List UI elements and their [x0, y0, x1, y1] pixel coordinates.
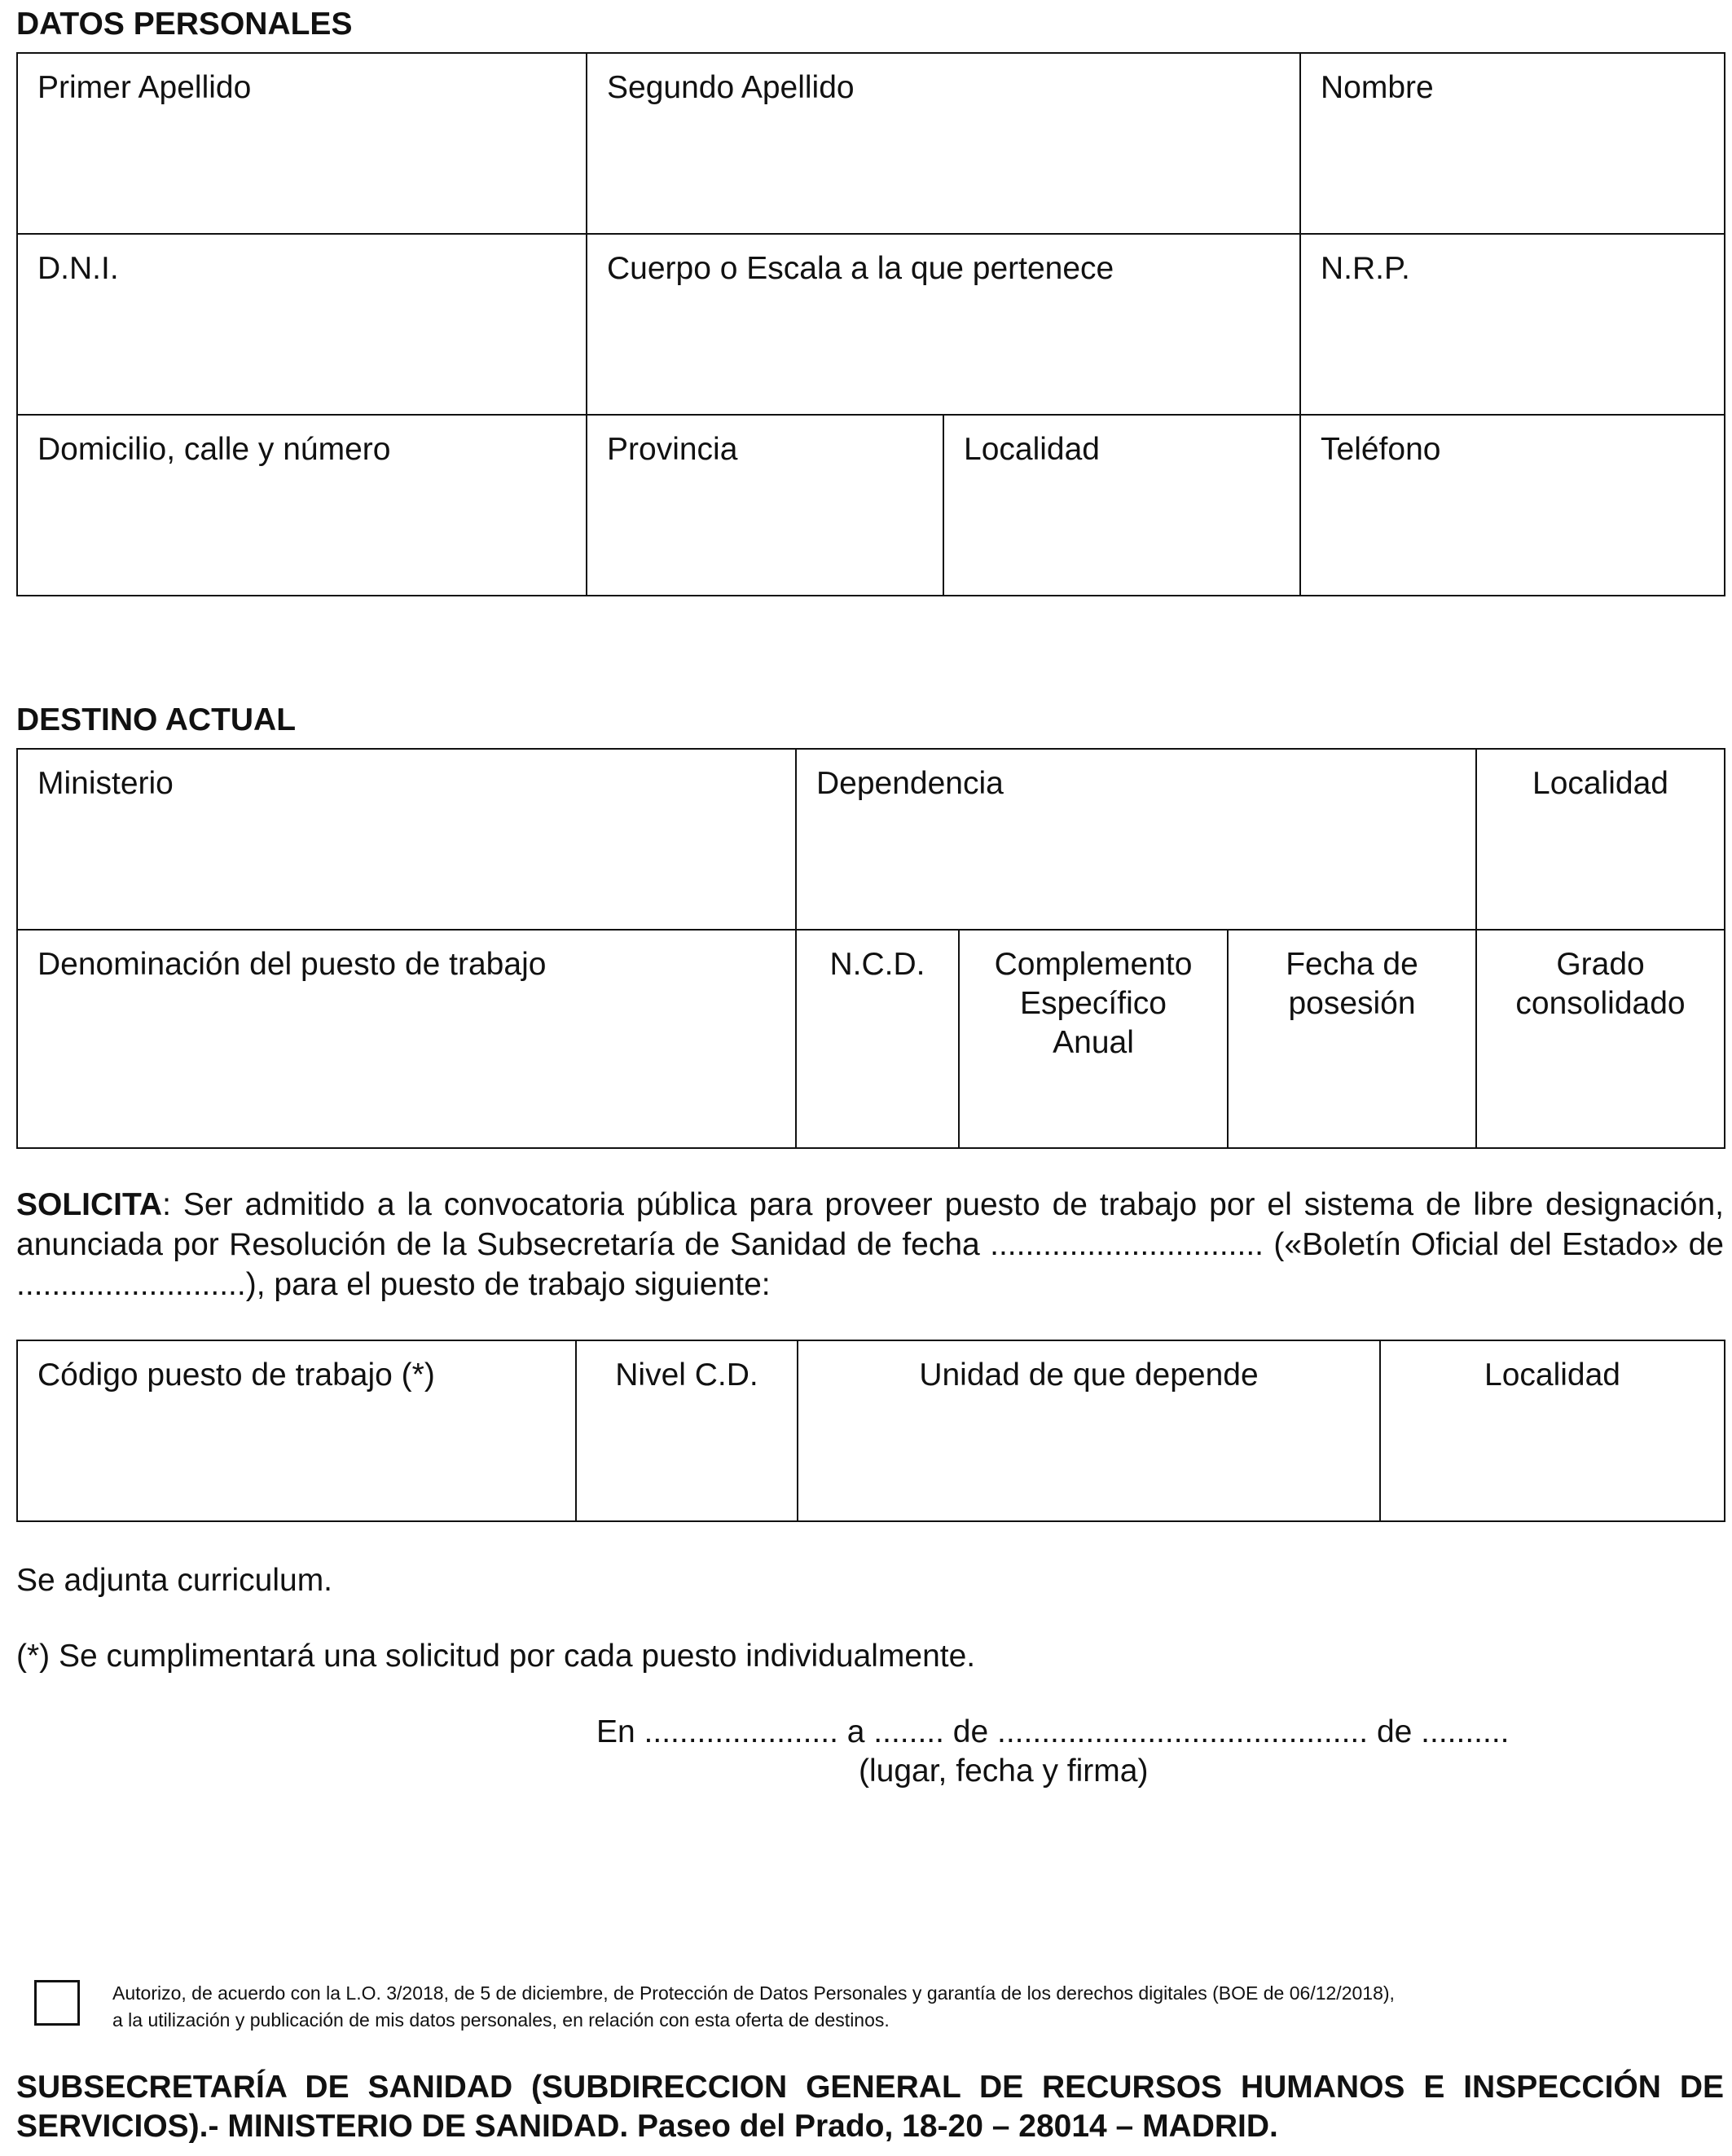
nrp-label: N.R.P.	[1321, 251, 1410, 286]
domicilio-field[interactable]	[17, 415, 587, 596]
segundo-apellido-field[interactable]	[587, 53, 1300, 234]
telefono-field[interactable]	[1300, 415, 1725, 596]
firma-caption: (lugar, fecha y firma)	[859, 1753, 1149, 1789]
complemento-label-line-3: Anual	[1053, 1025, 1134, 1060]
ministerio-field[interactable]	[17, 749, 796, 930]
segundo-apellido-label: Segundo Apellido	[607, 70, 855, 105]
ncd-label: N.C.D.	[829, 947, 925, 982]
grado-label-line-2: consolidado	[1515, 986, 1686, 1021]
fecha-posesion-label-line-1: Fecha de	[1286, 947, 1418, 982]
nivel-cd-field[interactable]	[576, 1340, 798, 1521]
datos-personales-table	[16, 52, 1725, 596]
localidad-label: Localidad	[964, 432, 1100, 467]
provincia-field[interactable]	[587, 415, 943, 596]
puesto-localidad-label: Localidad	[1484, 1357, 1620, 1393]
puesto-localidad-field[interactable]	[1380, 1340, 1725, 1521]
nombre-field[interactable]	[1300, 53, 1725, 234]
ministerio-label: Ministerio	[37, 766, 174, 801]
denominacion-puesto-label: Denominación del puesto de trabajo	[37, 947, 547, 982]
nombre-label: Nombre	[1321, 70, 1434, 105]
dni-label: D.N.I.	[37, 251, 119, 286]
complemento-label-line-1: Complemento	[994, 947, 1193, 982]
solicita-text: : Ser admitido a la convocatoria pública para proveer puesto de trabajo por el sistema de libre designación, anunciada por Resolución de la Subsecretaría de Sanidad de fecha ............................... («Boletín Oficial del Estado» de ..........................), para el puesto de trabajo siguiente:	[16, 1187, 1724, 1302]
adjunta-curriculum-text: Se adjunta curriculum.	[16, 1563, 333, 1598]
consent-line-2: a la utilización y publicación de mis datos personales, en relación con esta oferta de destinos.	[112, 2009, 890, 2031]
codigo-puesto-field[interactable]	[17, 1340, 576, 1521]
fecha-posesion-field[interactable]	[1228, 930, 1476, 1148]
cuerpo-escala-field[interactable]	[587, 234, 1300, 415]
consent-line-1: Autorizo, de acuerdo con la L.O. 3/2018, de 5 de diciembre, de Protección de Datos Personales y garantía de los derechos digitales (BOE de 06/12/2018),	[112, 1982, 1395, 2004]
grado-consolidado-field[interactable]	[1476, 930, 1725, 1148]
destino-localidad-field[interactable]	[1476, 749, 1725, 930]
footer-address: SUBSECRETARÍA DE SANIDAD (SUBDIRECCION GENERAL DE RECURSOS HUMANOS E INSPECCIÓN DE SERVICIOS).- MINISTERIO DE SANIDAD. Paseo del Prado, 18-20 – 28014 – MADRID.	[16, 2070, 1724, 2144]
codigo-puesto-label: Código puesto de trabajo (*)	[37, 1357, 435, 1393]
consent-text	[112, 1980, 1677, 2034]
destino-actual-title: DESTINO ACTUAL	[16, 702, 297, 737]
dependencia-field[interactable]	[796, 749, 1476, 930]
solicita-paragraph	[16, 1185, 1724, 1305]
primer-apellido-label: Primer Apellido	[37, 70, 252, 105]
cuerpo-escala-label: Cuerpo o Escala a la que pertenece	[607, 251, 1114, 286]
domicilio-label: Domicilio, calle y número	[37, 432, 391, 467]
nota-text: (*) Se cumplimentará una solicitud por cada puesto individualmente.	[16, 1639, 976, 1674]
nrp-field[interactable]	[1300, 234, 1725, 415]
provincia-label: Provincia	[607, 432, 738, 467]
unidad-label: Unidad de que depende	[919, 1357, 1259, 1393]
unidad-field[interactable]	[798, 1340, 1380, 1521]
nivel-cd-label: Nivel C.D.	[615, 1357, 758, 1393]
complemento-label-line-2: Específico	[1020, 986, 1167, 1021]
solicita-label: SOLICITA	[16, 1187, 163, 1222]
dni-field[interactable]	[17, 234, 587, 415]
destino-localidad-label: Localidad	[1532, 766, 1668, 801]
destino-actual-table	[16, 748, 1725, 1149]
localidad-field[interactable]	[943, 415, 1300, 596]
firma-line: En ...................... a ........ de .......................................... de ..........	[596, 1714, 1510, 1749]
grado-label-line-1: Grado	[1556, 947, 1645, 982]
telefono-label: Teléfono	[1321, 432, 1441, 467]
datos-personales-title: DATOS PERSONALES	[16, 7, 353, 42]
fecha-posesion-label-line-2: posesión	[1288, 986, 1416, 1021]
primer-apellido-field[interactable]	[17, 53, 587, 234]
ncd-field[interactable]	[796, 930, 959, 1148]
dependencia-label: Dependencia	[816, 766, 1004, 801]
denominacion-puesto-field[interactable]	[17, 930, 796, 1148]
puesto-solicitado-table	[16, 1340, 1725, 1522]
complemento-field[interactable]	[959, 930, 1228, 1148]
consent-checkbox[interactable]	[34, 1980, 80, 2026]
